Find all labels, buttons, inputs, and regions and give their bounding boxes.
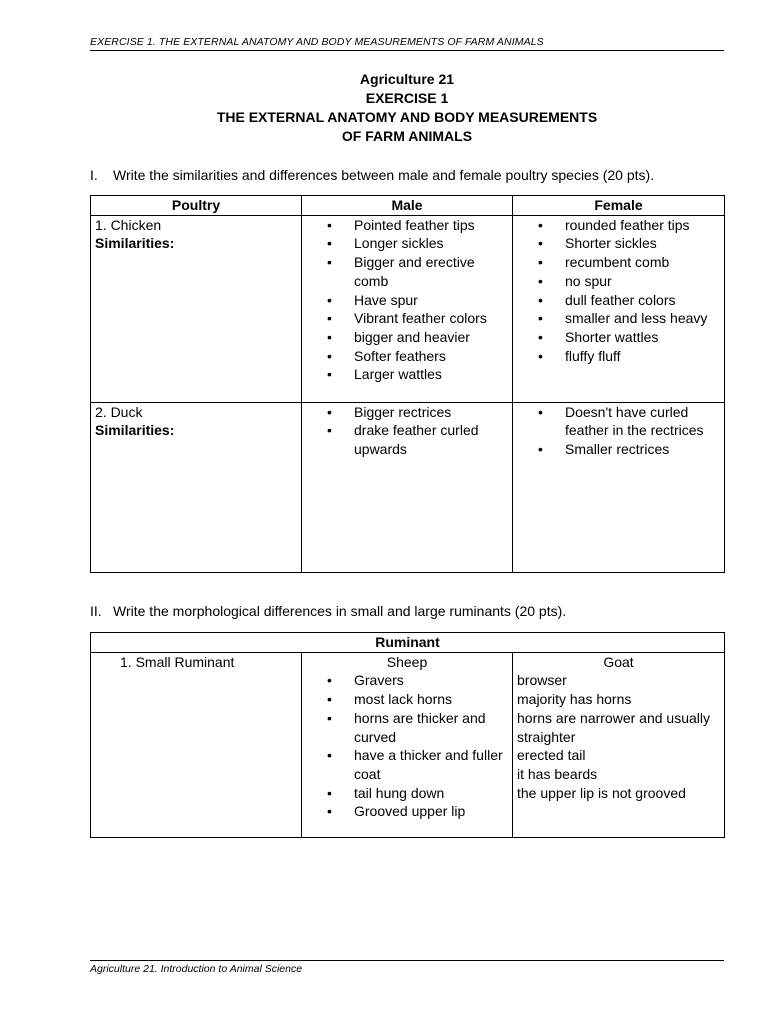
list-item: • smaller and less heavy: [565, 309, 720, 328]
small-ruminant-label: 1. Small Ruminant: [120, 653, 235, 670]
exercise-number: EXERCISE 1: [365, 90, 449, 106]
section2-text: Write the morphological differences in small and large ruminants (20 pts).: [113, 603, 567, 619]
list-item: • have a thicker and fuller coat: [354, 746, 508, 783]
sheep-label: Sheep: [386, 653, 428, 670]
list-item: • recumbent comb: [565, 253, 720, 272]
page-footer: Agriculture 21. Introduction to Animal Science: [90, 960, 724, 975]
list-item: • Doesn't have curled feather in the rectrices: [565, 403, 720, 440]
similarities-label: Similarities:: [95, 235, 175, 252]
chicken-female-list: [517, 216, 720, 366]
list-item: it has beards: [517, 765, 598, 782]
list-item: • rounded feather tips: [565, 216, 720, 235]
goat-label: Goat: [603, 653, 634, 670]
list-item: • Bigger and erective comb: [354, 253, 508, 290]
species-chicken: 1. Chicken: [95, 216, 162, 233]
sheep-list: [306, 671, 508, 821]
list-item: • Have spur: [354, 291, 508, 310]
list-item: • Smaller rectrices: [565, 440, 720, 459]
running-header: EXERCISE 1. THE EXTERNAL ANATOMY AND BODY MEASUREMENTS OF FARM ANIMALS: [90, 36, 724, 51]
list-item: • no spur: [565, 272, 720, 291]
list-item: • Bigger rectrices: [354, 403, 508, 422]
list-item: browser: [517, 672, 567, 689]
species-duck: 2. Duck: [95, 403, 143, 420]
chicken-male-list: [306, 216, 508, 384]
table-row: [91, 652, 725, 837]
species-cell: [91, 402, 302, 572]
section2-instruction: [90, 603, 566, 619]
ruminant-header-row: [91, 633, 725, 653]
ruminant-table: [90, 632, 725, 838]
poultry-header-row: [91, 196, 725, 216]
list-item: erected tail: [517, 747, 586, 764]
header-female: Female: [513, 196, 725, 216]
male-cell: [302, 402, 513, 572]
table-row: [91, 215, 725, 402]
list-item: • tail hung down: [354, 784, 508, 803]
similarities-label: Similarities:: [95, 422, 175, 439]
duck-male-list: [306, 403, 508, 459]
female-cell: [513, 402, 725, 572]
female-cell: [513, 215, 725, 402]
sheep-cell: [302, 652, 513, 837]
list-item: • Gravers: [354, 671, 508, 690]
list-item: • Softer feathers: [354, 347, 508, 366]
section1-text: Write the similarities and differences between male and female poultry species (20 pts).: [113, 167, 655, 183]
header-ruminant: Ruminant: [91, 633, 725, 653]
title-block: [90, 70, 724, 146]
list-item: • Vibrant feather colors: [354, 309, 508, 328]
list-item: • most lack horns: [354, 690, 508, 709]
duck-female-list: [517, 403, 720, 459]
table-row: [91, 402, 725, 572]
male-cell: [302, 215, 513, 402]
header-poultry: Poultry: [91, 196, 302, 216]
small-ruminant-cell: [91, 652, 302, 837]
species-cell: [91, 215, 302, 402]
list-item: • Pointed feather tips: [354, 216, 508, 235]
exercise-title-line1: THE EXTERNAL ANATOMY AND BODY MEASUREMENTS: [216, 109, 598, 125]
list-item: • Grooved upper lip: [354, 802, 508, 821]
poultry-table: [90, 195, 725, 573]
section2-number: II.: [90, 603, 102, 619]
list-item: horns are narrower and usually straighter: [517, 709, 710, 745]
list-item: • Larger wattles: [354, 365, 508, 384]
goat-cell: [513, 652, 725, 837]
list-item: • drake feather curled upwards: [354, 421, 508, 458]
list-item: the upper lip is not grooved: [517, 784, 686, 801]
list-item: • Shorter sickles: [565, 234, 720, 253]
section1-number: I.: [90, 167, 98, 183]
list-item: • dull feather colors: [565, 291, 720, 310]
list-item: • horns are thicker and curved: [354, 709, 508, 746]
list-item: • Longer sickles: [354, 234, 508, 253]
exercise-title-line2: OF FARM ANIMALS: [341, 128, 473, 144]
list-item: majority has horns: [517, 691, 632, 708]
list-item: • fluffy fluff: [565, 347, 720, 366]
section1-instruction: [90, 167, 654, 183]
header-male: Male: [302, 196, 513, 216]
list-item: • bigger and heavier: [354, 328, 508, 347]
list-item: • Shorter wattles: [565, 328, 720, 347]
course-title: Agriculture 21: [359, 71, 455, 87]
